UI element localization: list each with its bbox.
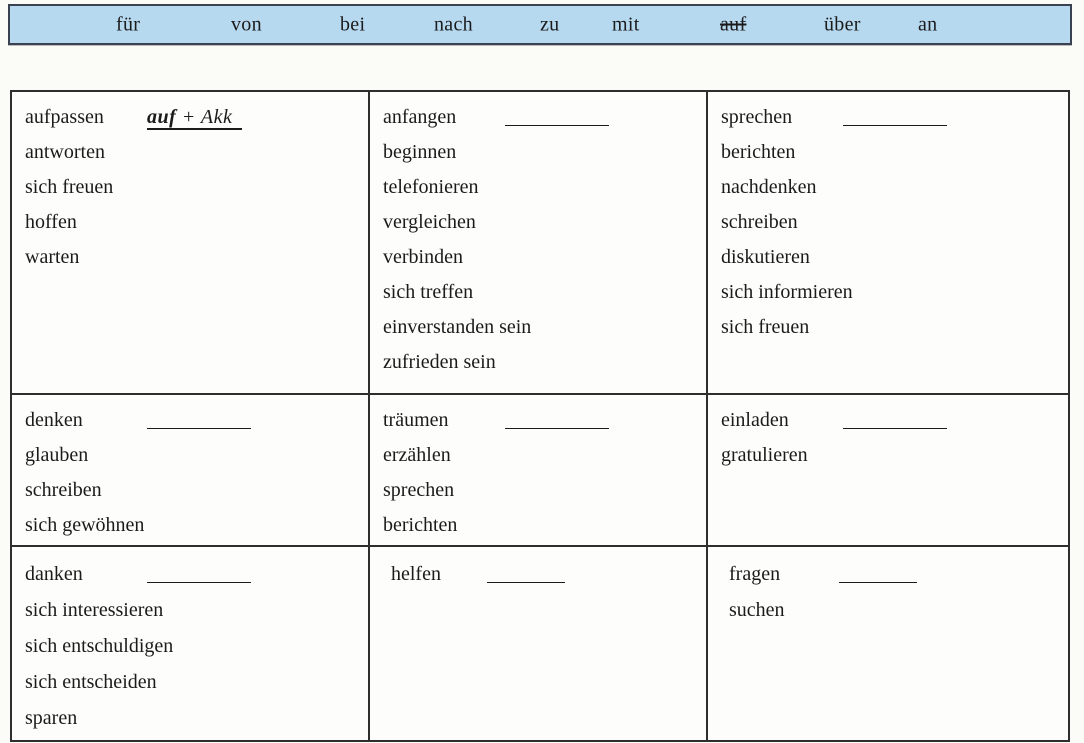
head-verb: fragen <box>729 563 781 585</box>
head-verb: danken <box>25 563 83 585</box>
fill-in-blank <box>147 571 251 583</box>
preposition-bei: bei <box>340 13 366 35</box>
verb-item: nachdenken <box>721 176 817 198</box>
table-cell-traeumen <box>370 395 708 547</box>
fill-in-blank <box>505 417 609 429</box>
table-cell-helfen <box>370 547 708 740</box>
verb-item: sparen <box>25 707 78 729</box>
verb-item: erzählen <box>383 444 451 466</box>
head-verb: helfen <box>391 563 441 585</box>
verb-item: telefonieren <box>383 176 479 198</box>
verb-item: sich interessieren <box>25 599 164 621</box>
verb-item: beginnen <box>383 141 457 163</box>
fill-in-blank <box>147 417 251 429</box>
verb-item: gratulieren <box>721 444 808 466</box>
preposition-an: an <box>918 13 938 35</box>
head-line <box>25 403 360 438</box>
verb-item: sich informieren <box>721 281 853 303</box>
verb-item: sich freuen <box>25 176 114 198</box>
verb-item: glauben <box>25 444 89 466</box>
verb-item: einverstanden sein <box>383 316 532 338</box>
table-cell-aufpassen <box>12 92 370 395</box>
preposition-zu: zu <box>540 13 560 35</box>
verb-item: hoffen <box>25 211 77 233</box>
fill-in-blank <box>843 114 947 126</box>
annotation-case: + Akk <box>181 106 233 128</box>
table-cell-fragen <box>708 547 1068 740</box>
head-line <box>383 403 698 438</box>
preposition-auf-struck: auf <box>720 13 747 35</box>
head-verb: denken <box>25 409 83 431</box>
table-cell-denken <box>12 395 370 547</box>
verb-item: diskutieren <box>721 246 810 268</box>
head-verb: sprechen <box>721 106 793 128</box>
fill-in-blank <box>843 417 947 429</box>
head-line <box>383 100 698 135</box>
verb-item: schreiben <box>25 479 102 501</box>
preposition-nach: nach <box>434 13 473 35</box>
verb-item: warten <box>25 246 80 268</box>
table-cell-anfangen <box>370 92 708 395</box>
verb-item: sich entschuldigen <box>25 635 174 657</box>
preposition-mit: mit <box>612 13 640 35</box>
verb-item: suchen <box>729 599 785 621</box>
fill-in-blank <box>505 114 609 126</box>
verb-item: antworten <box>25 141 105 163</box>
head-verb: einladen <box>721 409 789 431</box>
verb-item: berichten <box>721 141 796 163</box>
preposition-bank-bar <box>8 4 1072 45</box>
table-cell-danken <box>12 547 370 740</box>
head-line <box>391 556 698 592</box>
annotation-preposition: auf <box>147 106 177 128</box>
verb-item: sich treffen <box>383 281 474 303</box>
preposition-ueber: über <box>824 13 861 35</box>
verb-item: sich freuen <box>721 316 810 338</box>
head-verb: anfangen <box>383 106 457 128</box>
head-line <box>25 100 360 135</box>
handwritten-case-annotation <box>147 106 242 130</box>
verb-item: berichten <box>383 514 458 536</box>
fill-in-blank <box>839 571 917 583</box>
head-line <box>25 556 360 592</box>
verb-item: schreiben <box>721 211 798 233</box>
fill-in-blank <box>487 571 565 583</box>
head-verb: aufpassen <box>25 106 104 128</box>
preposition-fuer: für <box>116 13 141 35</box>
head-verb: träumen <box>383 409 449 431</box>
preposition-von: von <box>231 13 262 35</box>
verb-item: vergleichen <box>383 211 476 233</box>
head-line <box>721 403 1060 438</box>
verbs-table <box>10 90 1070 742</box>
table-cell-einladen <box>708 395 1068 547</box>
verb-item: zufrieden sein <box>383 351 496 373</box>
verb-item: verbinden <box>383 246 463 268</box>
table-cell-sprechen <box>708 92 1068 395</box>
verb-item: sich entscheiden <box>25 671 157 693</box>
head-line <box>721 100 1060 135</box>
verb-item: sich gewöhnen <box>25 514 145 536</box>
head-line <box>729 556 1060 592</box>
verb-item: sprechen <box>383 479 455 501</box>
